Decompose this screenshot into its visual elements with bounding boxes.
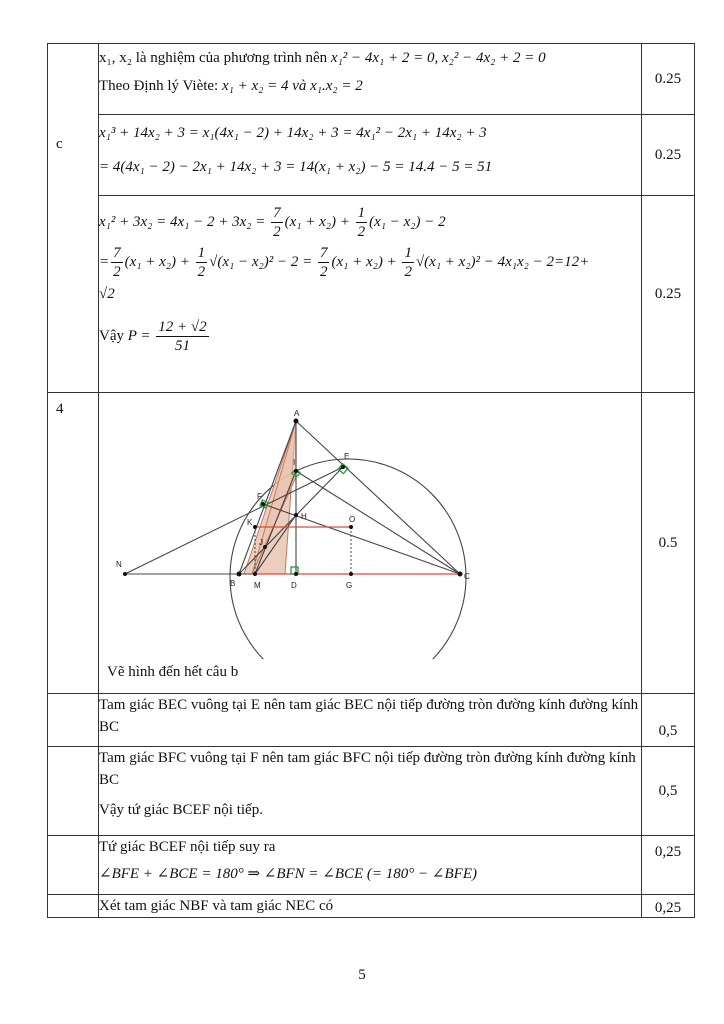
frac-den: 2 bbox=[319, 264, 328, 281]
r2-line-1: x₁³ + 14x₂ + 3 = x₁(4x₁ − 2) + 14x₂ + 3 = 4x₁² − 2x₁ + 14x₂ + 3 bbox=[99, 125, 487, 141]
point-c bbox=[458, 572, 463, 577]
frac-num: 7 bbox=[319, 245, 328, 262]
point-n bbox=[123, 572, 127, 576]
point-o bbox=[349, 525, 353, 529]
fraction bbox=[196, 244, 208, 281]
score-cell: 0,25 bbox=[642, 836, 695, 895]
content-cell bbox=[99, 747, 642, 836]
r5-text: Tam giác BEC vuông tại E nên tam giác BEC nội tiếp đường tròn đường kính đường kính BC bbox=[99, 697, 639, 735]
line-ic bbox=[296, 471, 460, 574]
r3-conclusion bbox=[99, 314, 641, 358]
r6-conclusion: Vậy tứ giác BCEF nội tiếp. bbox=[99, 802, 263, 818]
point-b bbox=[237, 572, 242, 577]
point-d bbox=[294, 572, 298, 576]
label-g: G bbox=[346, 581, 353, 590]
content-cell bbox=[99, 895, 642, 918]
fraction bbox=[111, 244, 123, 281]
empty-label-cell bbox=[48, 895, 99, 918]
shaded-triangle bbox=[244, 421, 296, 574]
empty-label-cell bbox=[48, 836, 99, 895]
p-den: 51 bbox=[174, 338, 190, 355]
label-h: H bbox=[301, 512, 307, 521]
page-number: 5 bbox=[358, 967, 366, 983]
fraction bbox=[271, 204, 283, 241]
r3-l1b: (x₁ + x₂) + bbox=[284, 214, 350, 230]
frac-num: 7 bbox=[113, 245, 121, 262]
label-o: O bbox=[349, 515, 356, 524]
r1-math: x₁² − 4x₁ + 2 = 0, x₂² − 4x₂ + 2 = 0 bbox=[330, 50, 546, 66]
part-label-4 bbox=[48, 393, 99, 694]
label-f: F bbox=[257, 492, 262, 501]
frac-num: 7 bbox=[273, 205, 281, 222]
r3-l2c: √(x₁ − x₂)² − 2 = bbox=[209, 254, 313, 270]
r3-l2a: = bbox=[99, 254, 110, 270]
point-i bbox=[294, 469, 298, 473]
r3-l1c: (x₁ − x₂) − 2 bbox=[369, 214, 446, 230]
p-fraction bbox=[156, 318, 208, 355]
r3-line-1 bbox=[99, 202, 641, 242]
label-m: M bbox=[254, 581, 261, 590]
empty-label-cell bbox=[48, 694, 99, 747]
table-row bbox=[48, 895, 695, 918]
score-cell: 0.25 bbox=[642, 115, 695, 196]
label-b: B bbox=[230, 579, 236, 588]
frac-den: 2 bbox=[197, 264, 206, 281]
frac-num: 1 bbox=[404, 245, 412, 262]
r3-line-3: √2 bbox=[99, 286, 115, 302]
content-cell bbox=[99, 694, 642, 747]
r1-viete-math: x₁ + x₂ = 4 và x₁.x₂ = 2 bbox=[221, 78, 363, 94]
figure-caption: Vẽ hình đến hết câu b bbox=[107, 664, 239, 680]
empty-label-cell bbox=[48, 747, 99, 836]
frac-num: 1 bbox=[197, 245, 206, 262]
frac-den: 2 bbox=[357, 224, 366, 241]
solution-table bbox=[47, 43, 695, 918]
r8-text: Xét tam giác NBF và tam giác NEC có bbox=[99, 898, 334, 914]
label-i: I bbox=[293, 458, 296, 467]
r2-line-2: = 4(4x₁ − 2) − 2x₁ + 14x₂ + 3 = 14(x₁ + x₂) − 5 = 14.4 − 5 = 51 bbox=[99, 159, 493, 175]
part-label-text: c bbox=[56, 136, 63, 152]
p-num: 12 + √2 bbox=[158, 319, 207, 336]
score-cell: 0,5 bbox=[642, 747, 695, 836]
content-cell bbox=[99, 836, 642, 895]
r3-l2e: √(x₁ + x₂)² − 4x₁x₂ − 2=12+ bbox=[415, 254, 590, 270]
content-cell bbox=[99, 115, 642, 196]
score-cell: 0.25 bbox=[642, 196, 695, 393]
viete-line-2 bbox=[99, 72, 641, 100]
score-cell: 0.5 bbox=[642, 393, 695, 694]
r1-text: x₁, x₂ là nghiệm của phương trình nên bbox=[99, 50, 328, 66]
point-e bbox=[341, 465, 345, 469]
content-cell bbox=[99, 196, 642, 393]
label-a: A bbox=[294, 409, 300, 418]
point-m bbox=[253, 572, 257, 576]
point-h bbox=[294, 513, 298, 517]
table-row bbox=[48, 747, 695, 836]
viete-line-1 bbox=[99, 44, 641, 72]
altitude-cf bbox=[263, 504, 460, 574]
table-row bbox=[48, 836, 695, 895]
table-row bbox=[48, 393, 695, 694]
point-a bbox=[294, 419, 299, 424]
p-var: P = bbox=[127, 328, 151, 344]
frac-den: 2 bbox=[113, 264, 121, 281]
point-f bbox=[261, 502, 265, 506]
label-n: N bbox=[116, 560, 122, 569]
r7-math: ∠BFE + ∠BCE = 180° ⇒ ∠BFN = ∠BCE (= 180° − ∠BFE) bbox=[99, 866, 477, 882]
r3-vay: Vậy bbox=[99, 328, 124, 344]
geometry-figure bbox=[105, 397, 645, 659]
point-k bbox=[253, 525, 257, 529]
score-cell: 0,25 bbox=[642, 895, 695, 918]
frac-den: 2 bbox=[404, 264, 412, 281]
r6-text: Tam giác BFC vuông tại F nên tam giác BFC nội tiếp đường tròn đường kính đường kính BC bbox=[99, 750, 636, 788]
table-row bbox=[48, 196, 695, 393]
content-cell bbox=[99, 44, 642, 115]
fraction bbox=[318, 244, 330, 281]
score-cell: 0,5 bbox=[642, 694, 695, 747]
r3-l2d: (x₁ + x₂) + bbox=[331, 254, 397, 270]
point-j bbox=[263, 545, 267, 549]
r3-l1a: x₁² + 3x₂ = 4x₁ − 2 + 3x₂ = bbox=[99, 214, 266, 230]
fraction bbox=[356, 204, 368, 241]
fraction bbox=[402, 244, 414, 281]
part-label-c bbox=[48, 44, 99, 393]
label-e: E bbox=[344, 452, 350, 461]
part-label-text: 4 bbox=[56, 401, 64, 417]
r3-l2b: (x₁ + x₂) + bbox=[124, 254, 190, 270]
score-cell: 0.25 bbox=[642, 44, 695, 115]
label-k: K bbox=[247, 518, 253, 527]
table-row bbox=[48, 694, 695, 747]
figure-cell bbox=[99, 393, 642, 694]
label-d: D bbox=[291, 581, 297, 590]
r7-text: Tứ giác BCEF nội tiếp suy ra bbox=[99, 839, 276, 855]
label-c: C bbox=[464, 572, 470, 581]
point-g bbox=[349, 572, 353, 576]
frac-num: 1 bbox=[357, 205, 366, 222]
table-row bbox=[48, 44, 695, 115]
r1-viete-text: Theo Định lý Viète: bbox=[99, 78, 219, 94]
table-row bbox=[48, 115, 695, 196]
frac-den: 2 bbox=[273, 224, 281, 241]
label-j: J bbox=[259, 538, 263, 547]
r3-line-2 bbox=[99, 242, 641, 282]
